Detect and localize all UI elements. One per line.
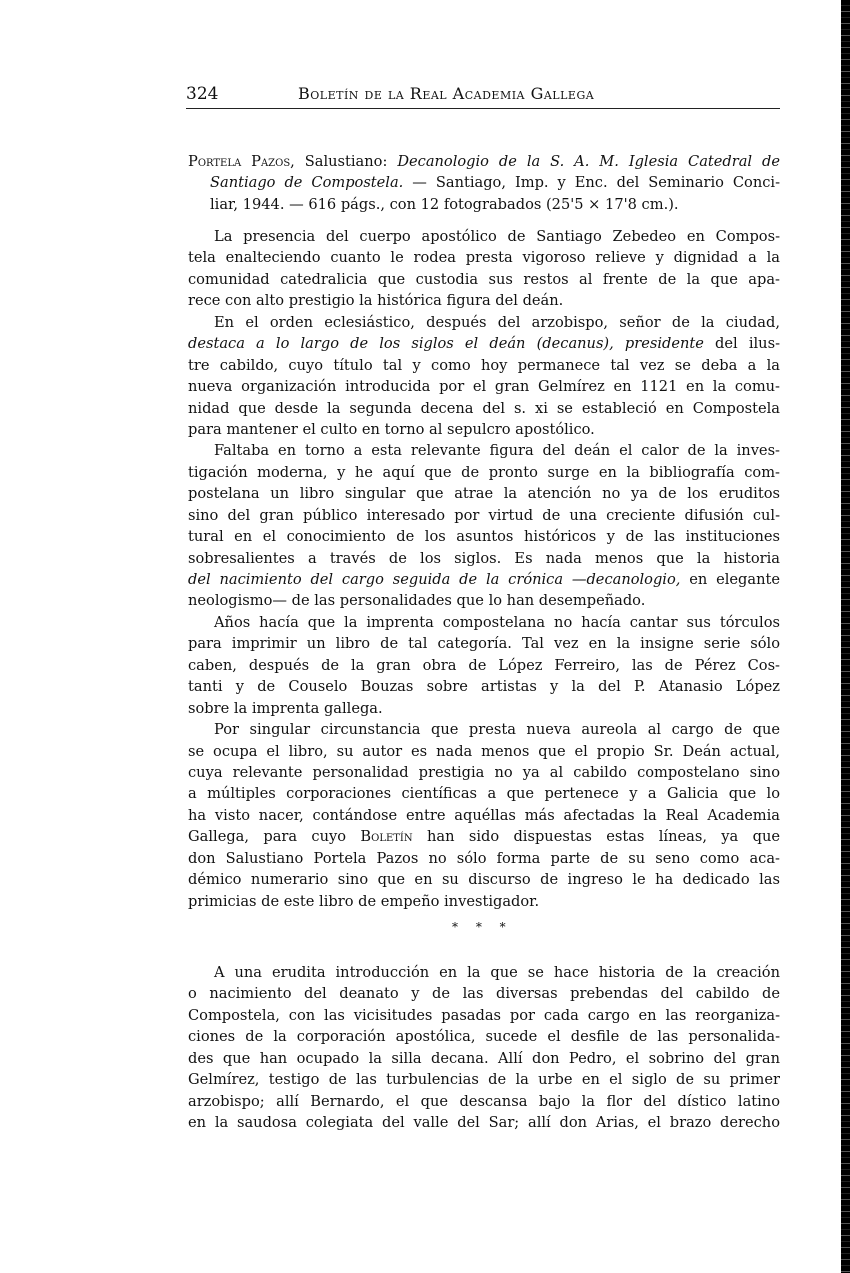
section-separator: * * * bbox=[452, 920, 513, 934]
text-line bbox=[188, 983, 780, 1004]
text-segment: o nacimiento del deanato y de las diversas prebendas del cabildo de bbox=[188, 985, 780, 1003]
text-line bbox=[188, 333, 780, 354]
text-line bbox=[188, 483, 780, 504]
text-segment: primicias de este libro de empeño investigador. bbox=[188, 892, 540, 910]
text-line bbox=[188, 1026, 780, 1047]
text-line bbox=[188, 247, 780, 268]
text-segment: ciones de la corporación apostólica, sucede el desfile de las personalida- bbox=[188, 1028, 780, 1046]
text-segment: cuya relevante personalidad prestigia no ya al cabildo compostelano sino bbox=[188, 763, 780, 781]
text-segment: han sido dispuestas estas líneas, ya que bbox=[412, 828, 780, 846]
text-line bbox=[188, 655, 780, 676]
text-line bbox=[188, 440, 780, 461]
text-line bbox=[188, 526, 780, 547]
text-segment: tigación moderna, y he aquí que de pronto surge en la bibliografía com- bbox=[188, 463, 780, 481]
text-segment: caben, después de la gran obra de López Ferreiro, las de Pérez Cos- bbox=[188, 656, 780, 674]
text-segment: neologismo— de las personalidades que lo han desempeñado. bbox=[188, 592, 646, 610]
text-line bbox=[188, 783, 780, 804]
text-segment: Gallega, para cuyo bbox=[188, 828, 361, 846]
text-line bbox=[188, 269, 780, 290]
text-line bbox=[188, 355, 780, 376]
small-caps-text: Portela Pazos, bbox=[188, 153, 295, 170]
text-line bbox=[188, 376, 780, 397]
text-line bbox=[188, 1005, 780, 1026]
text-segment: tela enalteciendo cuanto le rodea presta vigoroso relieve y dignidad a la bbox=[188, 249, 780, 267]
text-segment: La presencia del cuerpo apostólico de Santiago Zebedeo en Compos- bbox=[214, 228, 780, 245]
text-segment: postelana un libro singular que atrae la atención no ya de los eruditos bbox=[188, 485, 780, 503]
text-segment: sino del gran público interesado por virtud de una creciente difusión cul- bbox=[188, 506, 780, 524]
text-line bbox=[188, 962, 780, 983]
text-line bbox=[188, 312, 780, 333]
text-segment: Por singular circunstancia que presta nueva aureola al cargo de que bbox=[214, 721, 780, 739]
text-segment: nueva organización introducida por el gran Gelmírez en 1121 en la comu- bbox=[188, 378, 780, 396]
text-segment: se ocupa el libro, su autor es nada menos que el propio Sr. Deán actual, bbox=[188, 742, 780, 760]
text-segment: démico numerario sino que en su discurso de ingreso le ha dedicado las bbox=[188, 871, 780, 889]
text-line bbox=[188, 891, 780, 912]
text-segment: liar, 1944. — 616 págs., con 12 fotograbados (25'5 × 17'8 cm.). bbox=[210, 195, 679, 213]
text-segment: Gelmírez, testigo de las turbulencias de la urbe en el siglo de su primer bbox=[188, 1071, 780, 1089]
text-line bbox=[188, 1048, 780, 1069]
text-segment: des que han ocupado la silla decana. Allí don Pedro, el sobrino del gran bbox=[188, 1049, 780, 1067]
text-line bbox=[188, 226, 780, 247]
text-line bbox=[188, 505, 780, 526]
text-line bbox=[188, 590, 780, 611]
text-segment: tanti y de Couselo Bouzas sobre artistas y la del P. Atanasio López bbox=[188, 678, 780, 696]
text-line bbox=[188, 462, 780, 483]
text-segment: tural en el conocimiento de los asuntos históricos y de las instituciones bbox=[188, 528, 780, 546]
scan-binding-edge bbox=[841, 0, 850, 1273]
text-segment: comunidad catedralicia que custodia sus restos al frente de la que apa- bbox=[188, 270, 780, 288]
text-segment: Salustiano: bbox=[294, 153, 398, 170]
text-segment: en elegante bbox=[680, 571, 780, 588]
text-line bbox=[188, 172, 780, 193]
text-line bbox=[188, 805, 780, 826]
text-line bbox=[188, 633, 780, 654]
text-segment: A una erudita introducción en la que se hace historia de la creación bbox=[214, 964, 780, 981]
text-line bbox=[188, 1112, 780, 1133]
text-line bbox=[188, 151, 780, 172]
text-line bbox=[188, 548, 780, 569]
text-line bbox=[188, 676, 780, 697]
italic-text: Decanologio de la S. A. M. Iglesia Catedral de bbox=[397, 153, 781, 170]
small-caps-text: Boletín bbox=[360, 828, 413, 846]
text-segment: tre cabildo, cuyo título tal y como hoy permanece tal vez se deba a la bbox=[188, 356, 780, 374]
italic-text: Santiago de Compostela. bbox=[210, 174, 404, 192]
text-line bbox=[188, 569, 780, 590]
text-line bbox=[188, 869, 780, 890]
text-segment: nidad que desde la segunda decena del s. xi se estableció en Compostela bbox=[188, 399, 780, 417]
text-segment: En el orden eclesiástico, después del arzobispo, señor de la ciudad, bbox=[214, 313, 780, 331]
text-line bbox=[188, 848, 780, 869]
text-line bbox=[188, 290, 780, 311]
text-line bbox=[188, 762, 780, 783]
text-segment: a múltiples corporaciones científicas a que pertenece y a Galicia que lo bbox=[188, 785, 780, 803]
text-line bbox=[188, 698, 780, 719]
text-line bbox=[188, 612, 780, 633]
page-number: 324 bbox=[186, 84, 219, 104]
text-segment: Faltaba en torno a esta relevante figura del deán el calor de la inves- bbox=[214, 442, 780, 460]
text-line bbox=[188, 719, 780, 740]
text-line bbox=[188, 398, 780, 419]
text-segment: don Salustiano Portela Pazos no sólo forma parte de su seno como aca- bbox=[188, 849, 780, 867]
running-title: Boletín de la Real Academia Gallega bbox=[298, 84, 595, 103]
text-segment: rece con alto prestigio la histórica figura del deán. bbox=[188, 292, 564, 310]
text-segment: Compostela, con las vicisitudes pasadas por cada cargo en las reorganiza- bbox=[188, 1006, 780, 1024]
review-body-continued bbox=[188, 962, 780, 1134]
review-body bbox=[188, 226, 780, 912]
italic-text: del nacimiento del cargo seguida de la crónica —decanologio, bbox=[188, 571, 681, 588]
text-segment: sobresalientes a través de los siglos. Es nada menos que la historia bbox=[188, 549, 780, 567]
text-segment: arzobispo; allí Bernardo, el que descansa bajo la flor del dístico latino bbox=[188, 1092, 780, 1110]
text-segment: — Santiago, Imp. y Enc. del Seminario Conci- bbox=[403, 174, 780, 192]
text-segment: del ilus- bbox=[703, 335, 780, 353]
text-segment: Años hacía que la imprenta compostelana no hacía cantar sus tórculos bbox=[214, 613, 780, 631]
text-segment: para mantener el culto en torno al sepulcro apostólico. bbox=[188, 420, 595, 438]
text-line bbox=[188, 1091, 780, 1112]
text-segment: para imprimir un libro de tal categoría. Tal vez en la insigne serie sólo bbox=[188, 635, 780, 653]
text-segment: ha visto nacer, contándose entre aquéllas más afectadas la Real Academia bbox=[188, 806, 780, 824]
bibliographic-entry bbox=[188, 151, 780, 215]
text-line bbox=[188, 1069, 780, 1090]
text-line bbox=[188, 194, 780, 215]
text-segment: sobre la imprenta gallega. bbox=[188, 699, 383, 717]
running-header bbox=[186, 82, 780, 109]
text-line bbox=[188, 741, 780, 762]
text-line bbox=[188, 826, 780, 847]
text-segment: en la saudosa colegiata del valle del Sar; allí don Arias, el brazo derecho bbox=[188, 1114, 780, 1132]
italic-text: destaca a lo largo de los siglos el deán (decanus), presidente bbox=[188, 335, 704, 353]
text-line bbox=[188, 419, 780, 440]
